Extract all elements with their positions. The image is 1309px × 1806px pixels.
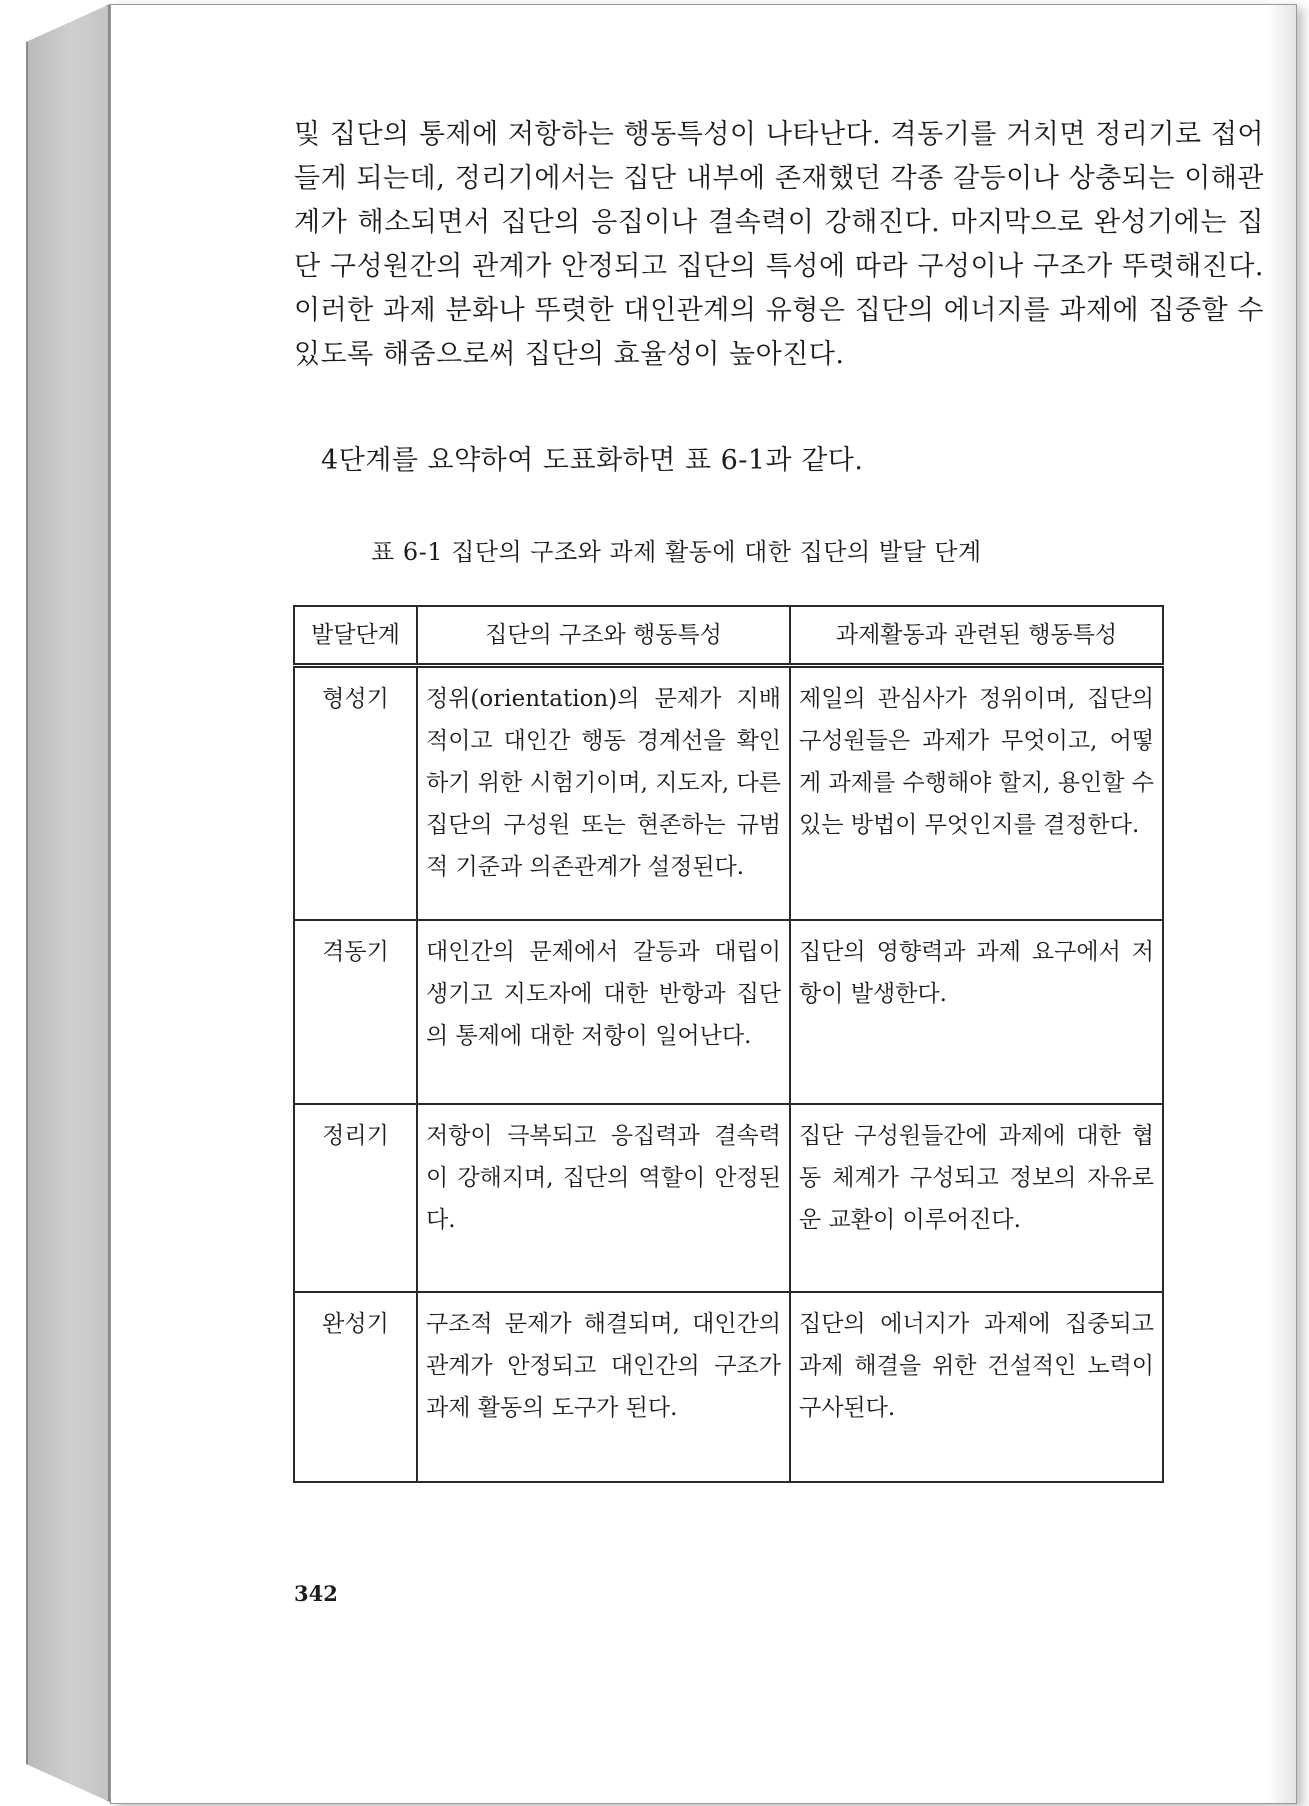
task-cell: 집단 구성원들간에 과제에 대한 협동 체계가 구성되고 정보의 자유로운 교환이 이루어진다. [790, 1104, 1163, 1292]
task-cell: 집단의 에너지가 과제에 집중되고 과제 해결을 위한 건설적인 노력이 구사된다. [790, 1292, 1163, 1482]
table-caption: 표 6-1 집단의 구조와 과제 활동에 대한 집단의 발달 단계 [371, 538, 982, 566]
table-header-row [294, 606, 1163, 666]
structure-cell: 정위(orientation)의 문제가 지배적이고 대인간 행동 경계선을 확인하기 위한 시험기이며, 지도자, 다른 집단의 구성원 또는 현존하는 규범적 기준과 의존관계가 설정된다. [417, 666, 790, 920]
header-stage: 발달단계 [294, 606, 417, 666]
table-row [294, 1104, 1163, 1292]
task-cell: 집단의 영향력과 과제 요구에서 저항이 발생한다. [790, 920, 1163, 1104]
stage-cell: 완성기 [294, 1292, 417, 1482]
header-structure: 집단의 구조와 행동특성 [417, 606, 790, 666]
body-paragraph: 및 집단의 통제에 저항하는 행동특성이 나타난다. 격동기를 거치면 정리기로 접어들게 되는데, 정리기에서는 집단 내부에 존재했던 각종 갈등이나 상충되는 이해관계가 해소되면서 집단의 응집이나 결속력이 강해진다. 마지막으로 완성기에는 집단 구성원간의 관계가 안정되고 집단의 특성에 따라 구성이나 구조가 뚜렷해진다. 이러한 과제 분화나 뚜렷한 대인관계의 유형은 집단의 에너지를 과제에 집중할 수 있도록 해줌으로써 집단의 효율성이 높아진다. [294, 119, 1264, 370]
book-page [110, 4, 1297, 1804]
table-row [294, 920, 1163, 1104]
task-cell: 제일의 관심사가 정위이며, 집단의 구성원들은 과제가 무엇이고, 어떻게 과제를 수행해야 할지, 용인할 수 있는 방법이 무엇인지를 결정한다. [790, 666, 1163, 920]
book-side-outline [26, 4, 110, 1802]
table-row [294, 666, 1163, 920]
structure-cell: 대인간의 문제에서 갈등과 대립이 생기고 지도자에 대한 반항과 집단의 통제에 대한 저항이 일어난다. [417, 920, 790, 1104]
structure-cell: 구조적 문제가 해결되며, 대인간의 관계가 안정되고 대인간의 구조가 과제 활동의 도구가 된다. [417, 1292, 790, 1482]
stage-cell: 형성기 [294, 666, 417, 920]
page-shadow [1266, 5, 1296, 1803]
lead-line: 4단계를 요약하여 도표화하면 표 6-1과 같다. [321, 445, 864, 476]
page-number: 342 [294, 1581, 338, 1606]
development-stage-table [293, 605, 1164, 1483]
stage-cell: 정리기 [294, 1104, 417, 1292]
stage-cell: 격동기 [294, 920, 417, 1104]
structure-cell: 저항이 극복되고 응집력과 결속력이 강해지며, 집단의 역할이 안정된다. [417, 1104, 790, 1292]
header-task: 과제활동과 관련된 행동특성 [790, 606, 1163, 666]
table-row [294, 1292, 1163, 1482]
